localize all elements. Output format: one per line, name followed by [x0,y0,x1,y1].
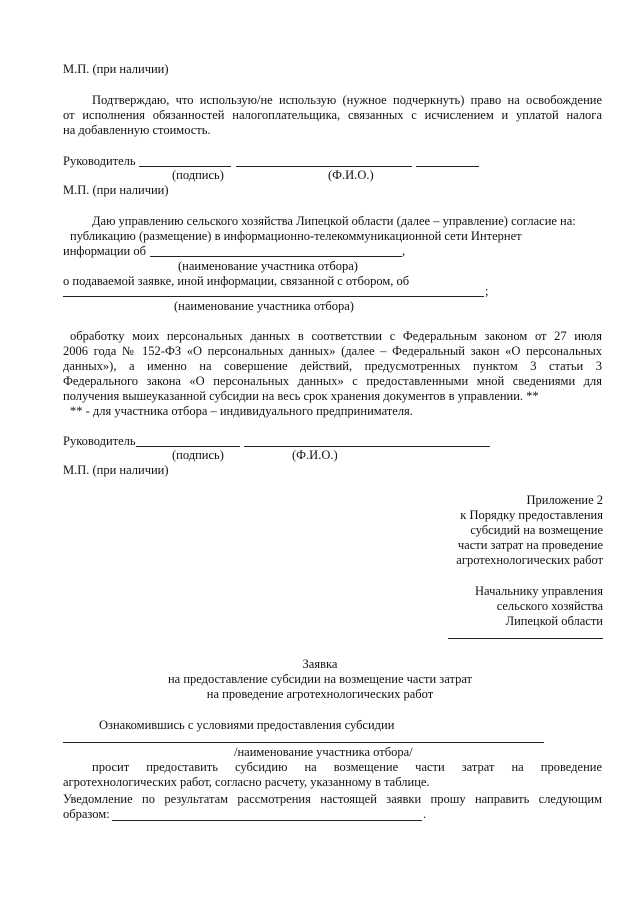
signature-line[interactable] [136,446,240,447]
consent-text-line: информации об [63,244,146,258]
fio-line[interactable] [236,166,412,167]
request-text-line: просит предоставить субсидию на возмещение части затрат на проведение [92,760,602,774]
pd-text-line: Федерального закона «О персональных данных» с предоставленными мной сведениями для [63,374,602,388]
fio-caption: (Ф.И.О.) [328,168,374,182]
pd-text-line: получения вышеуказанной субсидии на весь срок хранения документов в управлении. ** [63,389,539,403]
stamp-note: М.П. (при наличии) [63,463,169,477]
addressee-line: Начальнику управления [475,584,603,598]
application-subtitle: на проведение агротехнологических работ [206,687,434,701]
addressee-line: Липецкой области [505,614,603,628]
punctuation: . [423,807,427,821]
appendix-heading: Приложение 2 [526,493,603,507]
application-intro: Ознакомившись с условиями предоставления субсидии [99,718,395,732]
notice-text-line: образом: [63,807,110,821]
extra-line[interactable] [416,166,479,167]
participant-name-caption: (наименование участника отбора) [178,259,358,273]
application-title: Заявка [302,657,338,671]
participant-name-caption: /наименование участника отбора/ [234,745,413,759]
participant-name-line[interactable] [63,742,544,743]
appendix-line: агротехнологических работ [456,553,603,567]
fio-line[interactable] [244,446,490,447]
appendix-line: субсидий на возмещение [470,523,603,537]
confirm-text-line: на добавленную стоимость. [63,123,211,137]
participant-name-line[interactable] [150,256,402,257]
appendix-line: к Порядку предоставления [460,508,603,522]
consent-text-line: публикацию (размещение) в информационно-телекоммуникационной сети Интернет [70,229,522,243]
notice-method-line[interactable] [112,820,422,821]
addressee-name-line[interactable] [448,638,603,639]
head-label: Руководитель [63,434,136,448]
pd-text-line: 2006 года № 152-ФЗ «О персональных данных» (далее – Федеральный закон «О персональных [63,344,602,358]
signature-caption: (подпись) [172,448,224,462]
footnote: ** - для участника отбора – индивидуального предпринимателя. [70,404,413,418]
pd-text-line: обработку моих персональных данных в соответствии с Федеральным законом от 27 июля [70,329,602,343]
confirm-text-line: Подтверждаю, что использую/не использую (нужное подчеркнуть) право на освобождение [92,93,602,107]
consent-text-line: Даю управлению сельского хозяйства Липецкой области (далее – управление) согласие на: [92,214,576,228]
head-label: Руководитель [63,154,136,168]
participant-name-caption: (наименование участника отбора) [174,299,354,313]
punctuation: ; [485,284,489,298]
confirm-text-line: от исполнения обязанностей налогоплательщика, связанных с исчислением и уплатой налога [63,108,602,122]
application-subtitle: на предоставление субсидии на возмещение части затрат [167,672,473,686]
consent-text-line: о подаваемой заявке, иной информации, связанной с отбором, об [63,274,410,288]
pd-text-line: данных»), а именно на совершение действий, предусмотренных пунктом 3 статьи 3 [63,359,602,373]
request-text-line: агротехнологических работ, согласно расчету, указанному в таблице. [63,775,430,789]
participant-name-line[interactable] [63,296,484,297]
notice-text-line: Уведомление по результатам рассмотрения настоящей заявки прошу направить следующим [63,792,602,806]
addressee-line: сельского хозяйства [496,599,603,613]
signature-caption: (подпись) [172,168,224,182]
stamp-note: М.П. (при наличии) [63,183,169,197]
fio-caption: (Ф.И.О.) [292,448,338,462]
punctuation: , [402,244,406,258]
stamp-note: М.П. (при наличии) [63,62,169,76]
signature-line[interactable] [139,166,231,167]
appendix-line: части затрат на проведение [457,538,603,552]
